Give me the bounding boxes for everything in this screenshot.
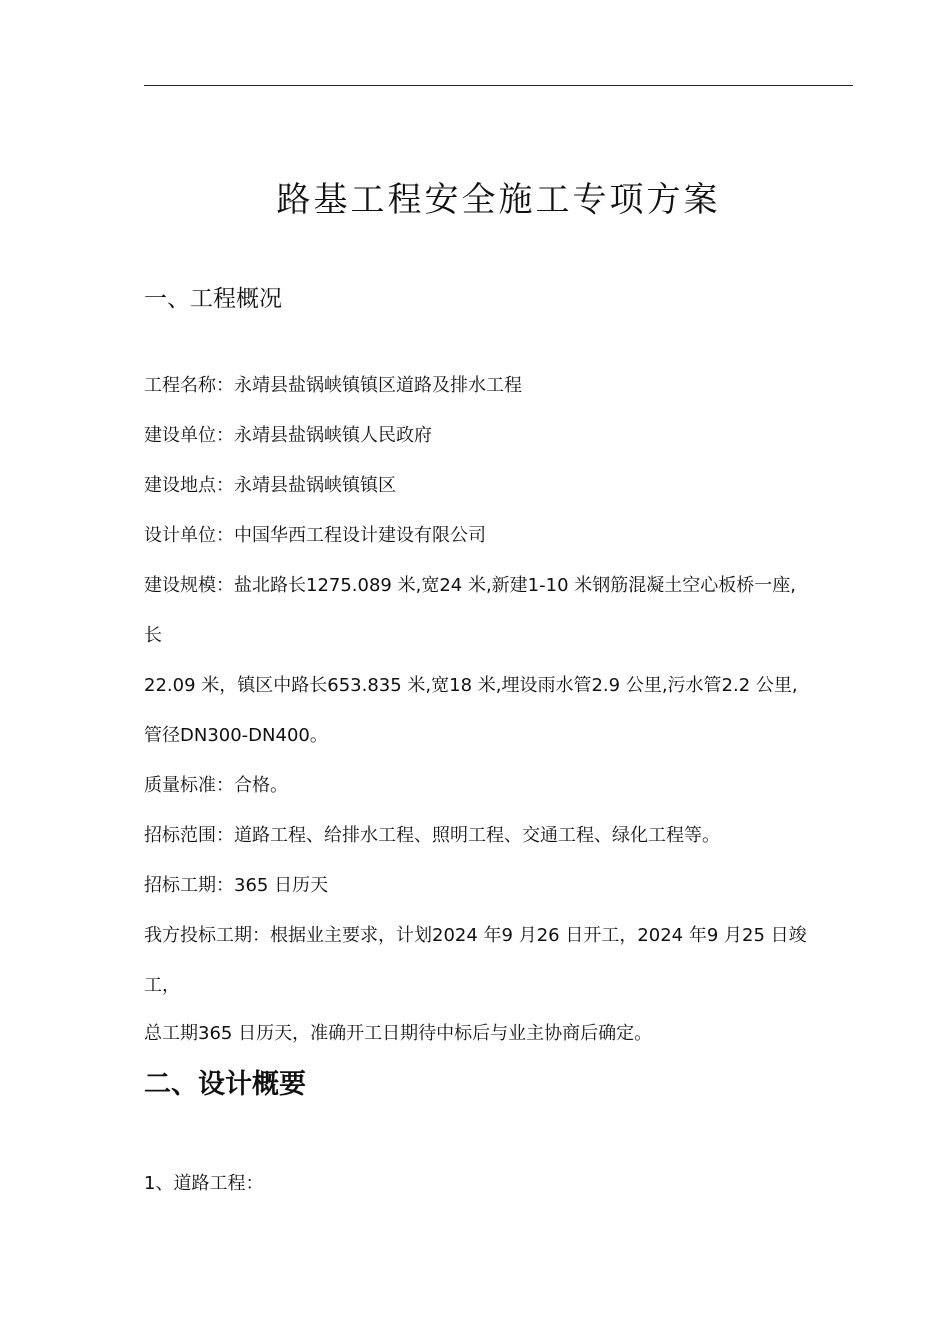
bid-duration-line-2: 工， [144, 975, 180, 996]
owner-line: 建设单位：永靖县盐锅峡镇人民政府 [144, 425, 432, 446]
total-duration-line: 总工期365 日历天，准确开工日期待中标后与业主协商后确定。 [144, 1023, 653, 1044]
quality-line: 质量标准：合格。 [144, 775, 288, 796]
bid-duration-line-1: 我方投标工期：根据业主要求，计划2024 年9 月26 日开工，2024 年9 月25 日竣 [144, 925, 807, 946]
scale-line-2: 长 [144, 625, 162, 646]
header-rule [144, 85, 853, 86]
road-engineering-line: 1、道路工程： [144, 1173, 264, 1194]
project-name-line: 工程名称：永靖县盐锅峡镇镇区道路及排水工程 [144, 375, 522, 396]
scale-line-4: 管径DN300-DN400。 [144, 725, 328, 746]
section-heading-design: 二、设计概要 [144, 1069, 306, 1100]
scale-line-1: 建设规模：盐北路长1275.089 米,宽24 米,新建1-10 米钢筋混凝土空心板桥一座, [144, 575, 796, 596]
location-line: 建设地点：永靖县盐锅峡镇镇区 [144, 475, 396, 496]
scope-line: 招标范围：道路工程、给排水工程、照明工程、交通工程、绿化工程等。 [144, 825, 720, 846]
designer-line: 设计单位：中国华西工程设计建设有限公司 [144, 525, 486, 546]
scale-line-3: 22.09 米，镇区中路长653.835 米,宽18 米,埋设雨水管2.9 公里,污水管2.2 公里, [144, 675, 798, 696]
section-heading-overview: 一、工程概况 [144, 286, 282, 312]
document-title: 路基工程安全施工专项方案 [276, 180, 721, 220]
duration-line: 招标工期：365 日历天 [144, 875, 329, 896]
